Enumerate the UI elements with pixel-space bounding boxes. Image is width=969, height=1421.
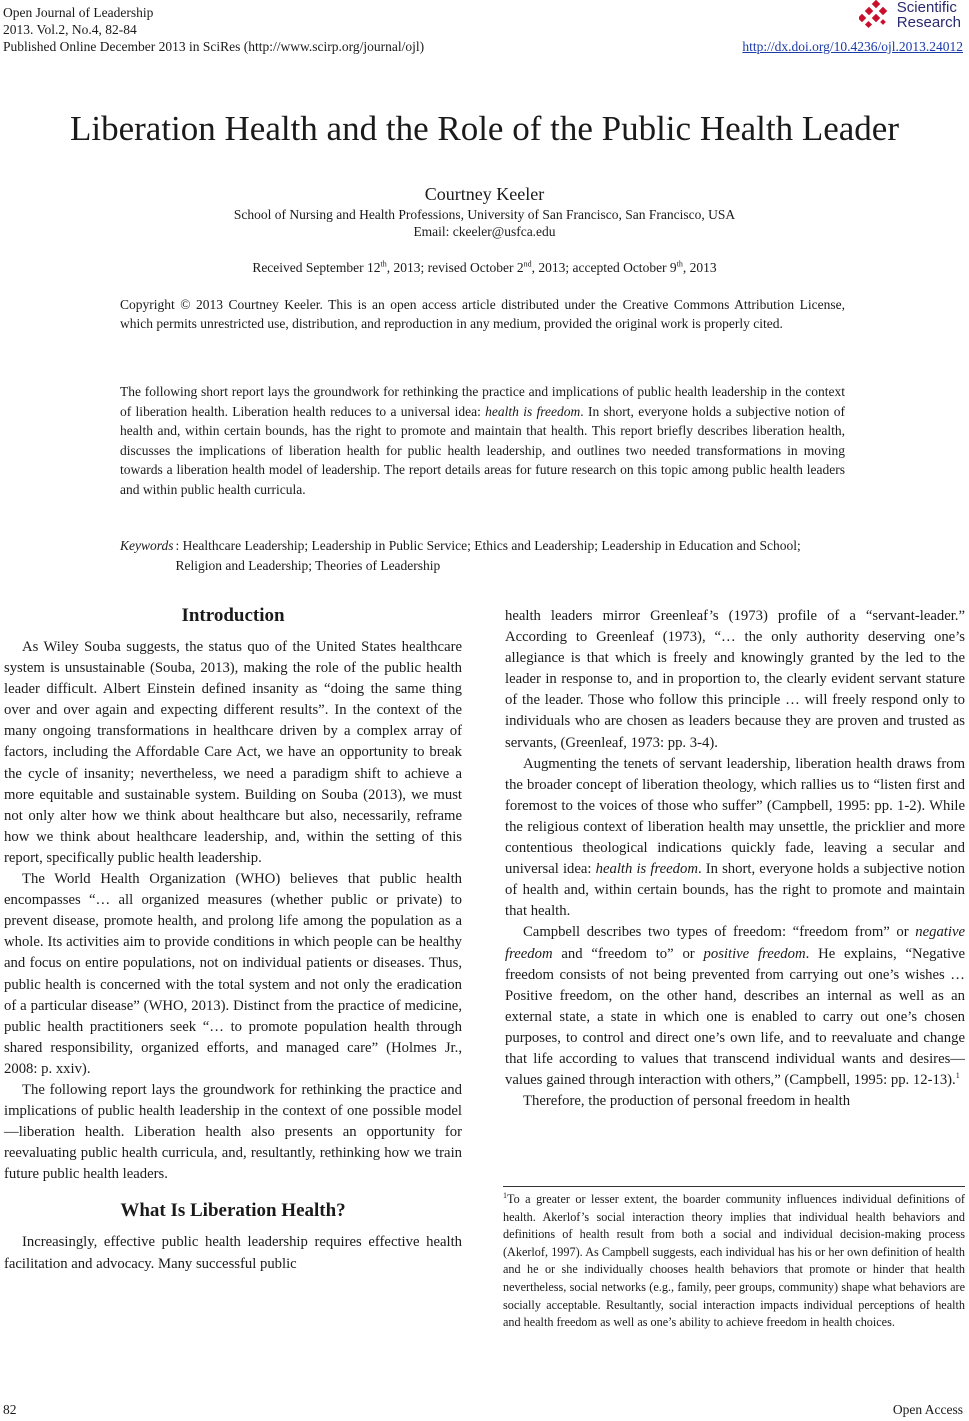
paragraph: As Wiley Souba suggests, the status quo of the United States healthcare system is unsustainable (Souba, 2013), making the role of the public health leader difficult. Albert Einstein defined insanity as “doing the same thing over and over again and expecting different results”. In the context of the many ongoing transformations in healthcare driven by a complex array of factors, including the Affordable Care Act, we have an opportunity to break the cycle of insanity; nevertheless, we need a paradigm shift to achieve a more equitable and sustainable system. Building on Souba (2013), we must not only alter how we think about healthcare but also, necessarily, reframe how we think about healthcare leadership, and, within the setting of this report, specifically public health leadership.	[4, 639, 462, 866]
left-column	[4, 604, 462, 1275]
right-column	[505, 606, 965, 1112]
open-access-label: Open Access	[892, 1402, 963, 1417]
keywords-list: : Healthcare Leadership; Leadership in Public Service; Ethics and Leadership; Leadership in Education and School; Religion and Leadership; Theories of Leadership	[175, 538, 801, 573]
keywords-label: Keywords	[120, 538, 174, 553]
keywords	[120, 536, 845, 576]
author-email: Email: ckeeler@usfca.edu	[413, 224, 556, 239]
paragraph: health leaders mirror Greenleaf’s (1973) profile of a “servant-leader.” According to Greenleaf (1973), “… the only authority deserving one’s allegiance is that which is freely and knowingly granted by the led to the leader in response to, and in proportion to, the clearly evident servant stature of the leader. Those who follow this principle … will freely respond only to individuals who are chosen as leaders because they are proven and trusted as servants, (Greenleaf, 1973: pp. 3-4).	[505, 608, 965, 751]
published-online: Published Online December 2013 in SciRes (http://www.scirp.org/journal/ojl)	[3, 39, 425, 54]
logo-text-research: Research	[896, 14, 961, 31]
article-dates: Received September 12th, 2013; revised October 2nd, 2013; accepted October 9th, 2013	[252, 259, 717, 275]
footnote-mark: 1	[503, 1190, 507, 1200]
journal-volume: 2013. Vol.2, No.4, 82-84	[3, 22, 137, 37]
paragraph: Increasingly, effective public health leadership requires effective health facilitation and advocacy. Many successful public	[4, 1234, 462, 1272]
author-name: Courtney Keeler	[424, 184, 545, 204]
section-heading-what-is-liberation-health: What Is Liberation Health?	[120, 1200, 346, 1222]
paragraph: Therefore, the production of personal freedom in health	[523, 1093, 851, 1110]
footnote-text: To a greater or lesser extent, the boarder community influences individual definitions of health. Akerlof’s social interaction theory implies that individual health behaviors and definitions of health result from both a social and individual decision-making process (Akerlof, 1997). As Campbell suggests, each individual has his or her own definition of health and he or she individually chooses health behaviors that promote or hinder that health nevertheless, social networks (e.g., family, peer groups, community) shape what behaviors are socially acceptable. Resultantly, social interaction impacts individual perceptions of health and health freedom as well as one’s ability to achieve freedom in health choices.	[503, 1192, 965, 1330]
publisher-logo	[859, 0, 961, 30]
logo-text-scientific: Scientific	[896, 0, 957, 16]
paragraph: Augmenting the tenets of servant leadership, liberation health draws from the broader concept of liberation theology, which rallies us to “listen first and foremost to the voices of those who suffer” (Campbell, 1995: pp. 1-2). While the religious context of liberation health may unsettle, the pricklier and more contentious theological indications quickly fade, leaving a secular and universal idea: health is freedom. In short, everyone holds a subjective notion of health and, within certain bounds, has the right to promote and maintain that health.	[505, 755, 965, 920]
journal-header	[3, 4, 424, 55]
copyright-notice: Copyright © 2013 Courtney Keeler. This is an open access article distributed under the Creative Commons Attribution License, which permits unrestricted use, distribution, and reproduction in any medium, provided the original work is properly cited.	[120, 297, 845, 331]
footnote	[503, 1186, 965, 1332]
journal-name: Open Journal of Leadership	[3, 5, 154, 20]
doi-link[interactable]: http://dx.doi.org/10.4236/ojl.2013.24012	[742, 39, 963, 54]
footnote-ref[interactable]: 1	[955, 1071, 960, 1081]
page-number: 82	[3, 1402, 17, 1417]
paragraph: The following report lays the groundwork for rethinking the practice and implications of public health leadership in the context of one possible model—liberation health. Liberation health also presents an opportunity for reevaluating public health curricula, and, resultantly, rethinking how we train future public health leaders.	[4, 1081, 462, 1183]
paper-title: Liberation Health and the Role of the Public Health Leader	[69, 109, 899, 148]
paragraph: The World Health Organization (WHO) believes that public health encompasses “… all organized measures (whether public or private) to prevent disease, promote health, and prolong life among the population as a whole. Its activities aim to provide conditions in which people can be healthy and focus on entire populations, not on individual patients or diseases. Thus, public health is concerned with the total system and not only the eradication of a particular disease” (WHO, 2013). Distinct from the practice of medicine, public health practitioners seek “… to promote population health through shared responsibility, organized efforts, and managed care” (Holmes Jr., 2008: p. xxiv).	[4, 871, 462, 1077]
scirp-logo-icon	[859, 0, 893, 30]
abstract: The following short report lays the groundwork for rethinking the practice and implications of public health leadership in the context of liberation health. Liberation health reduces to a universal idea: health is freedom. In short, everyone holds a subjective notion of health and, within certain bounds, has the right to promote and maintain that health. This report briefly describes liberation health, discusses the implications of liberation health for public health leadership, and outlines two needed transformations in moving towards a liberation health model of leadership. The report details areas for future research on this topic among public health leaders and within public health curricula.	[120, 384, 845, 497]
paragraph: Campbell describes two types of freedom: “freedom from” or negative freedom and “freedom to” or positive freedom. He explains, “Negative freedom consists of not being prevented from carrying out one’s wishes … Positive freedom, on the other hand, describes an internal as well as an external state, a state in which one is enabled to carry out one’s chosen purposes, to control and direct one’s own life, and to reevaluate and change that life according to values that transcend individual wants and desires—values gained through interaction with others,” (Campbell, 1995: pp. 12-13).$^1$	[505, 924, 965, 1089]
author-affiliation: School of Nursing and Health Professions, University of San Francisco, San Francisco, USA	[233, 207, 736, 222]
abstract-emphasis: health is freedom	[485, 403, 581, 419]
section-heading-introduction: Introduction	[181, 605, 285, 626]
